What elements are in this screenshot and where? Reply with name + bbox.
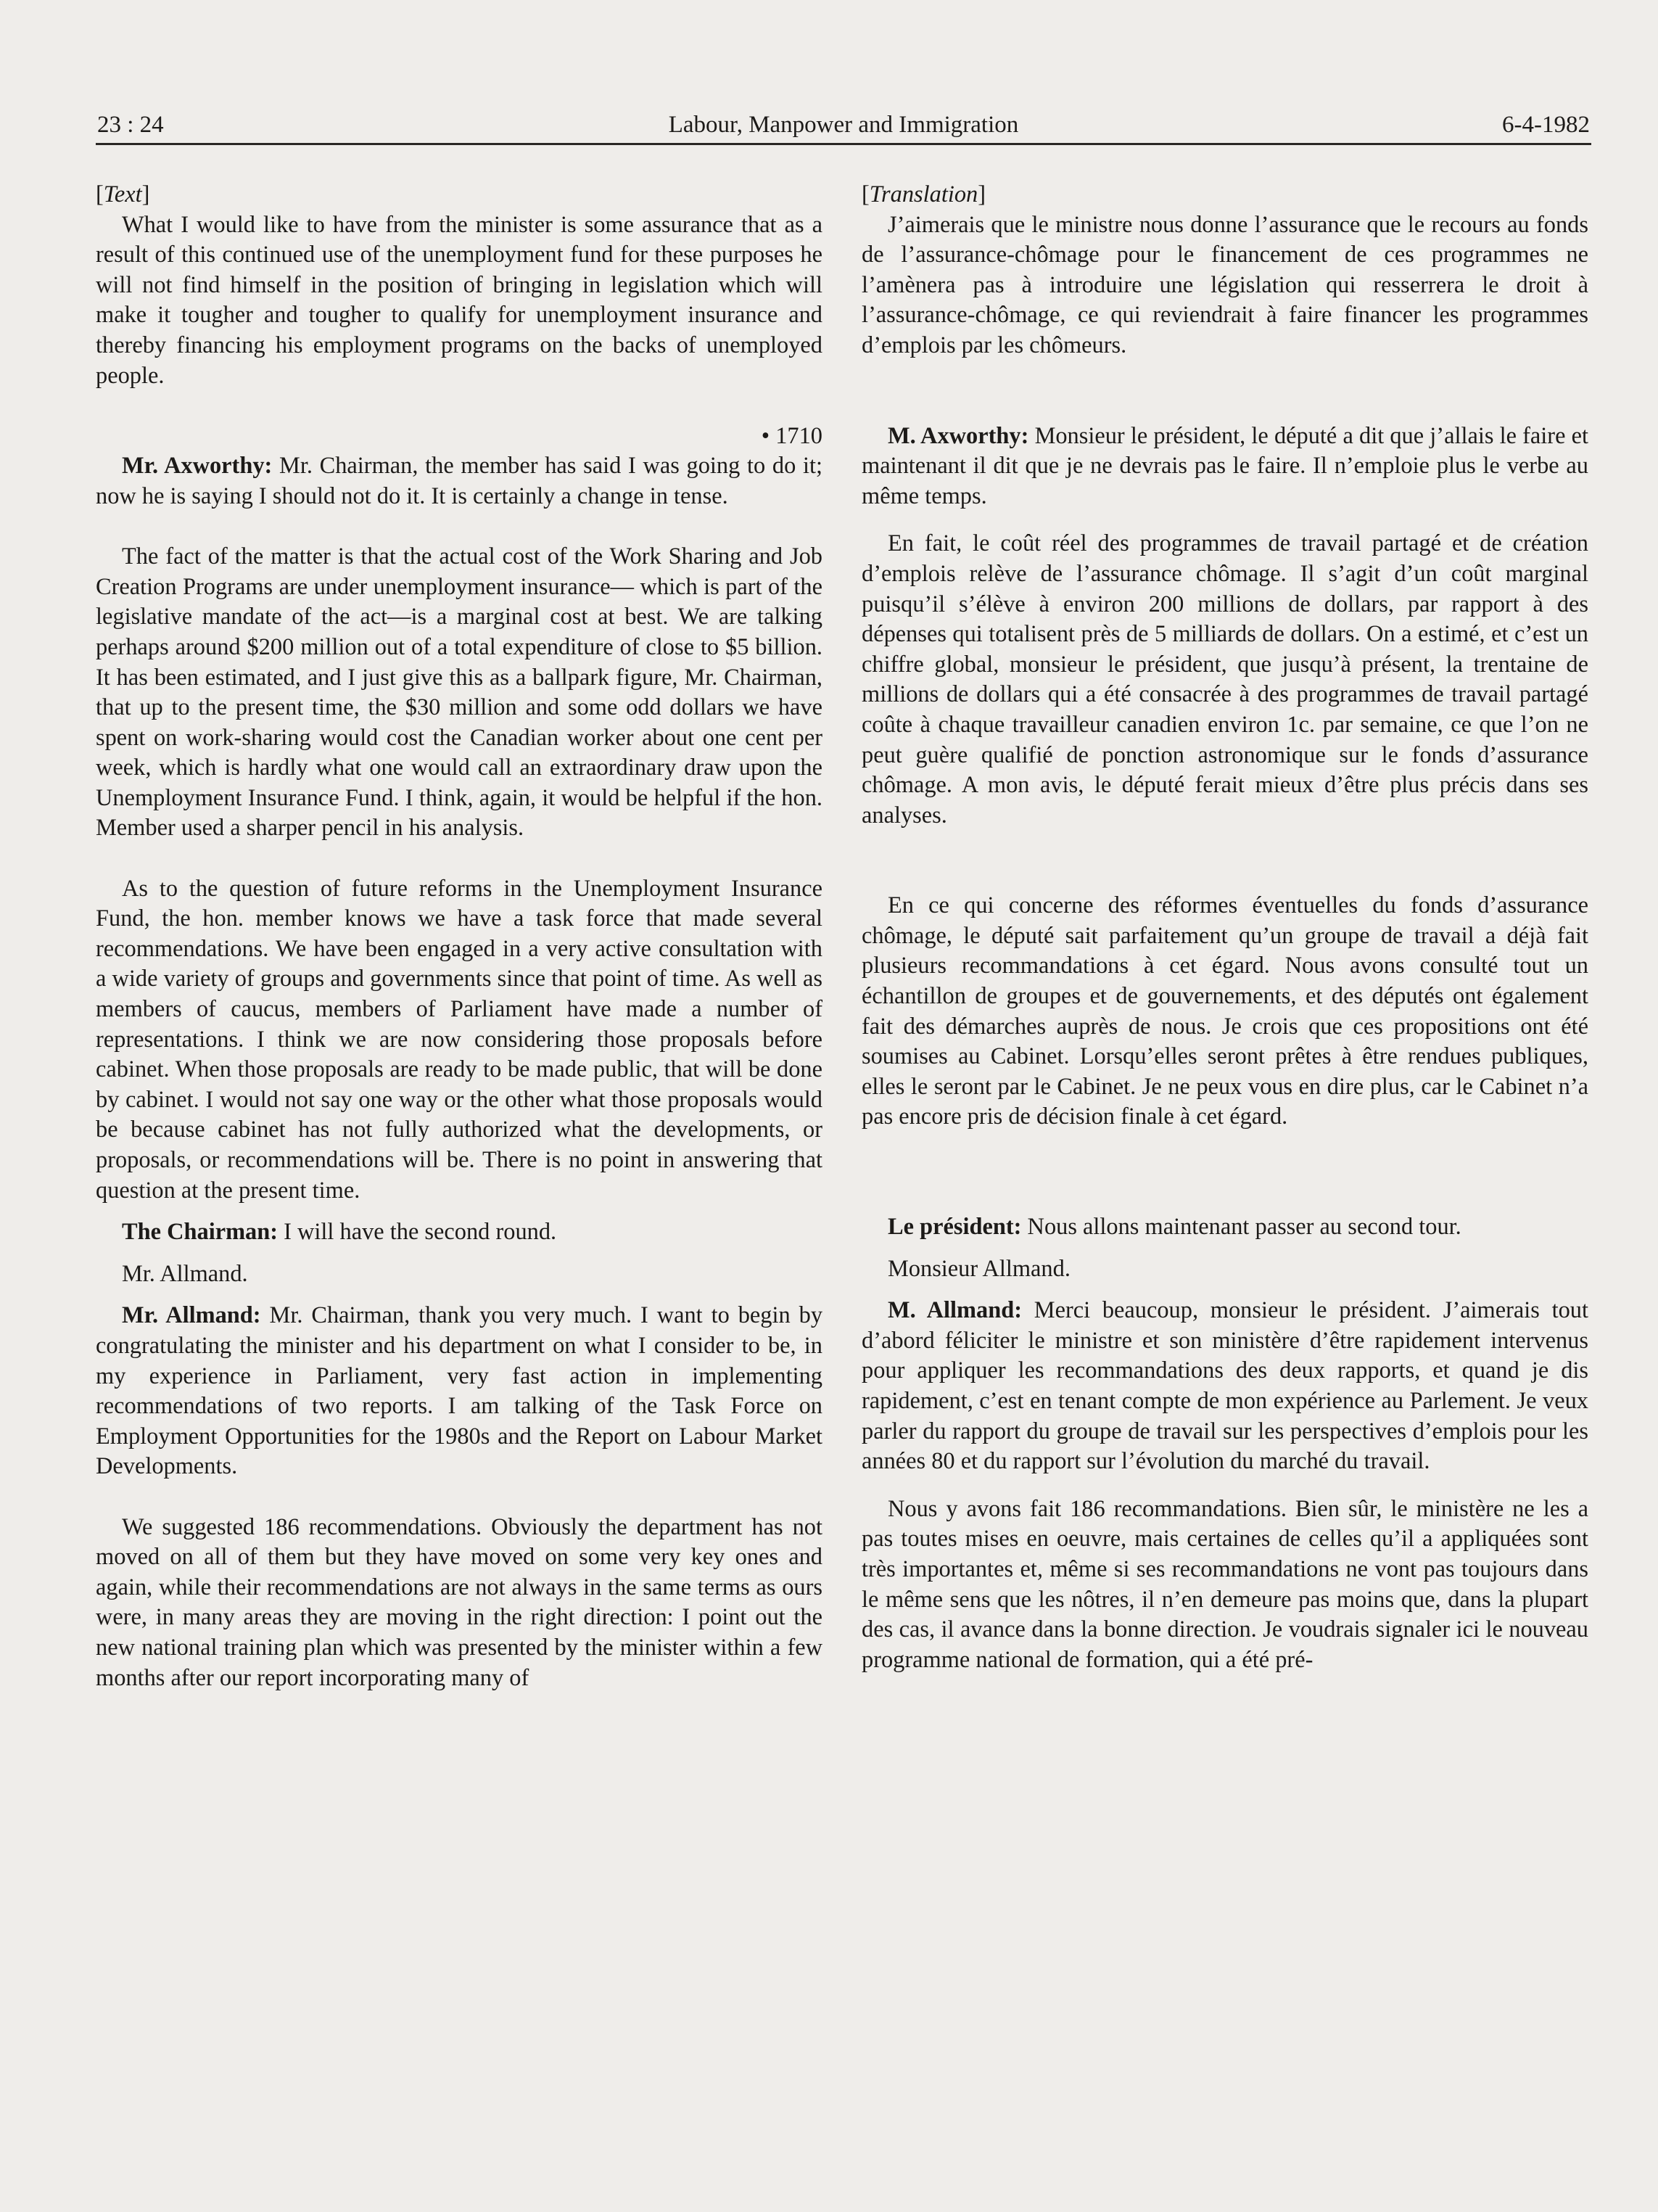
- paragraph-recommendations: We suggested 186 recommendations. Obviously the department has not moved on all of them but they have moved on some very key ones and again, while their recommendations are not always in the same terms as ours were, in many areas they are moving in the right direction: I point out the new national training plan which was presented by the minister within a few months after our report incorporating many of: [96, 1513, 822, 1691]
- paragraph-chairman-fr: [862, 1212, 1588, 1243]
- paragraph-future-reforms-fr: En ce qui concerne des réformes éventuelles du fonds d’assurance chômage, le député sait parfaitement qu’un groupe de travail a déjà fait plusieurs recommandations à cet égard. Nous avons consulté tout un échantillon de groupes et de gouvernements, et des députés ont également fait des démarches auprès de nous. Je crois que ces propositions ont été soumises au Cabinet. Lorsqu’elles seront prêtes à être rendues publiques, elles le seront par le Cabinet. Je ne peux vous en dire plus, car le Cabinet n’a pas encore pris de décision finale à cet égard.: [862, 892, 1588, 1130]
- paragraph-chairman: [96, 1217, 822, 1248]
- running-header: [97, 109, 1590, 141]
- translation-label-word: Translation: [869, 181, 978, 207]
- translation-label-open-bracket: [: [862, 181, 870, 207]
- french-column: [862, 180, 1588, 1675]
- text-label-word: Text: [103, 181, 142, 207]
- paragraph-next-speaker-fr: Monsieur Allmand.: [888, 1255, 1071, 1282]
- paragraph-allmand-fr: [862, 1296, 1588, 1477]
- paragraph-next-speaker: Mr. Allmand.: [122, 1260, 248, 1287]
- text-label-close-bracket: ]: [141, 181, 150, 207]
- paragraph-axworthy-reply: [96, 451, 822, 511]
- speech-text: Mr. Chairman, the member has said I was going to do it; now he is saying I should not do it. It is certainly a change in tense.: [96, 453, 822, 509]
- text-label-open-bracket: [: [96, 181, 104, 207]
- paragraph-future-reforms: As to the question of future reforms in the Unemployment Insurance Fund, the hon. member knows we have a task force that made several recommendations. We have been engaged in a very active consultation with a wide variety of groups and governments since that point of time. As well as members of caucus, members of Parliament have made a number of representations. I think we are now considering those proposals before cabinet. When those proposals are ready to be made public, that will be done by cabinet. I would not say one way or the other what those proposals would be because cabinet has not fully authorized what the developments, or proposals, or recommendations will be. There is no point in answering that question at the present time.: [96, 875, 822, 1204]
- speaker-name: Le président:: [888, 1214, 1022, 1241]
- speaker-name: M. Allmand:: [888, 1297, 1023, 1324]
- speech-text: I will have the second round.: [284, 1219, 557, 1246]
- paragraph-question-fr: J’aimerais que le ministre nous donne l’assurance que le recours au fonds de l’assurance-chômage pour le financement de ces programmes ne l’amènera pas à introduire une législation qui resserrera le droit à l’assurance-chômage, ce qui reviendrait à faire financer les programmes d’emplois par les chômeurs.: [862, 211, 1588, 358]
- translation-label-close-bracket: ]: [978, 181, 986, 207]
- speech-text: Monsieur le président, le député a dit que j’allais le faire et maintenant il dit que je ne devrais pas le faire. Il n’emploie plus le verbe au même temps.: [862, 422, 1589, 509]
- english-column: [96, 180, 822, 1693]
- issue-date: 6-4-1982: [1502, 112, 1590, 138]
- header-rule: [96, 143, 1591, 145]
- paragraph-question: What I would like to have from the minister is some assurance that as a result of this continued use of the unemployment fund for these purposes he will not find himself in the position of bringing in legislation which will make it tougher and tougher to qualify for unemployment insurance and thereby financing his employment programs on the backs of unemployed people.: [96, 211, 822, 389]
- page-number: 23 : 24: [97, 112, 164, 138]
- speaker-name: Mr. Allmand:: [122, 1302, 261, 1329]
- publication-title: Labour, Manpower and Immigration: [668, 112, 1019, 138]
- speaker-name: M. Axworthy:: [888, 422, 1029, 449]
- paragraph-marginal-cost-fr: En fait, le coût réel des programmes de travail partagé et de création d’emplois relève de l’assurance chômage. Il s’agit d’un coût marginal puisqu’il s’élève à environ 200 millions de dollars, par rapport à des dépenses qui totalisent près de 5 milliards de dollars. On a estimé, et c’est un chiffre global, monsieur le président, que jusqu’à présent, la trentaine de millions de dollars qui a été consacrée à des programmes de travail partagé coûte à chaque travailleur canadien environ 1c. par semaine, ce que l’on ne peut guère qualifié de ponction astronomique sur le fonds d’assurance chômage. A mon avis, le député ferait mieux d’être plus précis dans ses analyses.: [862, 530, 1588, 829]
- text-label: [96, 180, 822, 210]
- speech-text: Merci beaucoup, monsieur le président. J’aimerais tout d’abord féliciter le ministre et son ministère d’être rapidement intervenus pour appliquer les recommandations des deux rapports, et quand je dis rapidement, c’est en tenant compte de mon expérience au Parlement. Je veux parler du rapport du groupe de travail sur les perspectives d’emplois pour les années 80 et du rapport sur l’évolution du marché du travail.: [862, 1297, 1588, 1475]
- paragraph-recommendations-fr: Nous y avons fait 186 recommandations. Bien sûr, le ministère ne les a pas toutes mises en oeuvre, mais certaines de celles qu’il a appliquées sont très importantes et, même si ses recommandations ne vont pas toujours dans le même sens que les nôtres, il n’en demeure pas moins que, dans la plupart des cas, il avance dans la bonne direction. Je voudrais signaler ici le nouveau programme national de formation, qui a été pré-: [862, 1495, 1588, 1673]
- translation-label: [862, 180, 1588, 210]
- paragraph-marginal-cost: The fact of the matter is that the actual cost of the Work Sharing and Job Creation Programs are under unemployment insurance— which is part of the legislative mandate of the act—is a marginal cost at best. We are talking perhaps around $200 million out of a total expenditure of close to $5 billion. It has been estimated, and I just give this as a ballpark figure, Mr. Chairman, that up to the present time, the $30 million and some odd dollars we have spent on work-sharing would cost the Canadian worker about one cent per week, which is hardly what one would call an extraordinary draw upon the Unemployment Insurance Fund. I think, again, it would be helpful if the hon. Member used a sharper pencil in his analysis.: [96, 543, 822, 842]
- speech-text: Mr. Chairman, thank you very much. I want to begin by congratulating the minister and his department on what I consider to be, in my experience in Parliament, very fast action in implementing recommendations of two reports. I am talking of the Task Force on Employment Opportunities for the 1980s and the Report on Labour Market Developments.: [96, 1302, 823, 1480]
- speaker-name: Mr. Axworthy:: [122, 453, 273, 480]
- speech-text: Nous allons maintenant passer au second tour.: [1027, 1214, 1461, 1241]
- speaker-name: The Chairman:: [122, 1219, 279, 1246]
- paragraph-axworthy-reply-fr: [862, 422, 1588, 512]
- time-marker: • 1710: [761, 422, 822, 449]
- paragraph-allmand: [96, 1301, 822, 1482]
